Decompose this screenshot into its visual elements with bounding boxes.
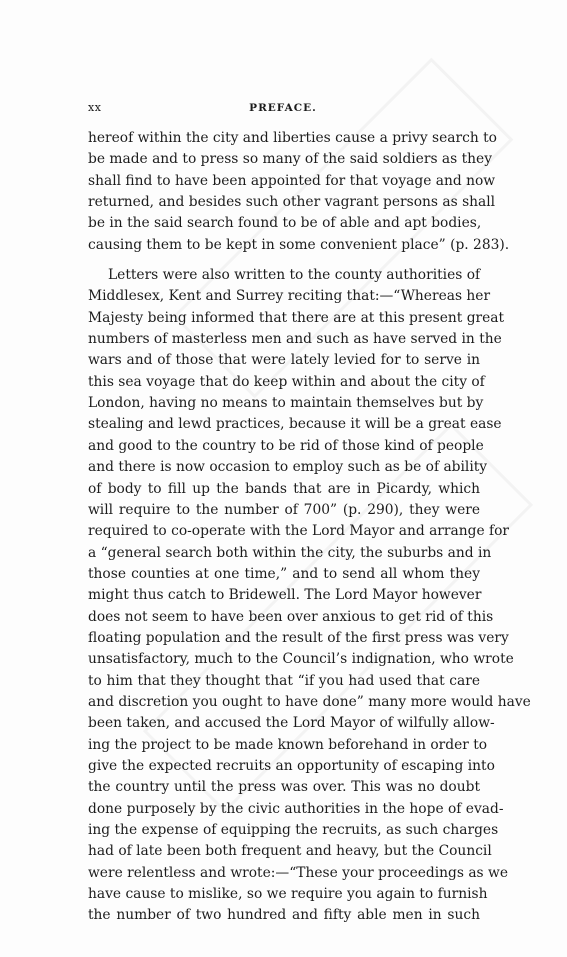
running-title: PREFACE. — [249, 102, 317, 114]
text-line: shall find to have been appointed for that voyage and now — [88, 172, 496, 189]
text-line: causing them to be kept in some convenient place” (p. 283). — [88, 236, 510, 253]
text-line: stealing and lewd practices, because it will be a great ease — [88, 416, 502, 433]
text-line: returned, and besides such other vagrant persons as shall — [88, 194, 496, 211]
text-line: Middlesex, Kent and Surrey reciting that:—“Whereas her — [88, 288, 491, 305]
text-line: the number of two hundred and fifty able men in such — [88, 907, 480, 924]
paragraph-gap — [88, 256, 480, 265]
text-line: Letters were also written to the county authorities of — [108, 267, 481, 284]
text-line: and good to the country to be rid of those kind of people — [88, 437, 484, 454]
text-line: the country until the press was over. This was no doubt — [88, 779, 480, 796]
text-line: this sea voyage that do keep within and about the city of — [88, 373, 485, 390]
text-line: a “general search both within the city, the suburbs and in — [88, 544, 492, 561]
text-line: of body to fill up the bands that are in Picardy, which — [88, 480, 480, 497]
text-line: London, having no means to maintain themselves but by — [88, 395, 484, 412]
text-line: done purposely by the civic authorities in the hope of evad- — [88, 800, 504, 817]
text-line: wars and of those that were lately levied for to serve in — [88, 352, 480, 369]
body-text — [88, 128, 531, 927]
text-line: numbers of masterless men and such as have served in the — [88, 331, 502, 348]
text-line: and discretion you ought to have done” many more would have — [88, 693, 531, 710]
text-line: does not seem to have been over anxious to get rid of this — [88, 608, 494, 625]
text-line: might thus catch to Bridewell. The Lord Mayor however — [88, 587, 482, 604]
text-line: hereof within the city and liberties cause a privy search to — [88, 130, 497, 146]
text-line: been taken, and accused the Lord Mayor of wilfully allow- — [88, 715, 495, 732]
text-line: and there is now occasion to employ such as be of ability — [88, 459, 488, 476]
text-line: had of late been both frequent and heavy, but the Council — [88, 843, 492, 860]
text-line: have cause to mislike, so we require you again to furnish — [88, 886, 488, 903]
text-line: be made and to press so many of the said soldiers as they — [88, 151, 492, 168]
text-line: will require to the number of 700” (p. 290), they were — [88, 501, 480, 518]
running-header — [88, 100, 478, 116]
text-line: floating population and the result of the first press was very — [88, 629, 509, 646]
text-line: unsatisfactory, much to the Council’s indignation, who wrote — [88, 651, 514, 668]
text-line: were relentless and wrote:—“These your proceedings as we — [88, 864, 508, 881]
text-line: be in the said search found to be of able and apt bodies, — [88, 215, 482, 232]
text-line: give the expected recruits an opportunity of escaping into — [88, 757, 495, 774]
text-line: ing the project to be made known beforehand in order to — [88, 736, 488, 753]
page-number: xx — [88, 101, 102, 114]
text-line: Majesty being informed that there are at this present great — [88, 309, 505, 326]
text-line: required to co-operate with the Lord Mayor and arrange for — [88, 523, 510, 540]
text-line: ing the expense of equipping the recruits, as such charges — [88, 822, 499, 838]
text-line: to him that they thought that “if you had used that care — [88, 672, 480, 689]
text-line: those counties at one time,” and to send all whom they — [88, 565, 480, 582]
